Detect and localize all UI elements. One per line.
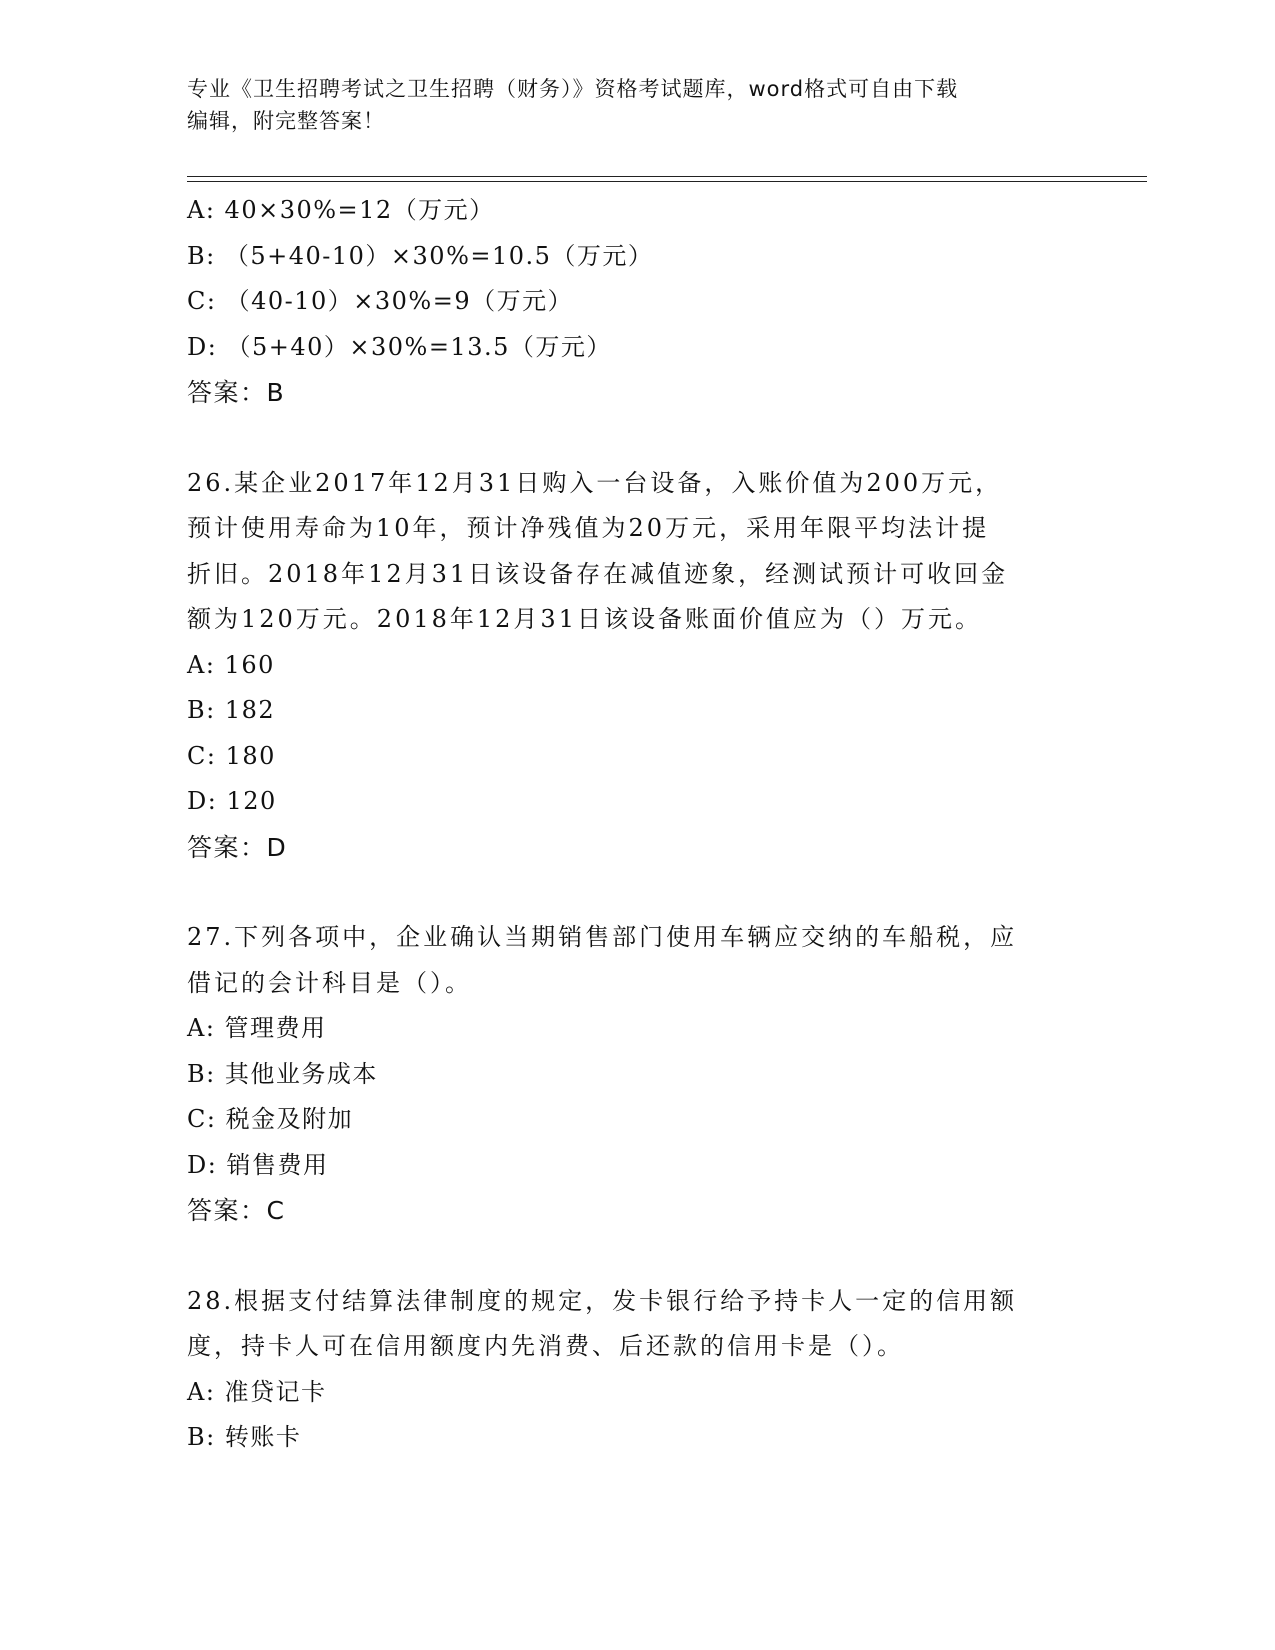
option-b: B: 转账卡 <box>187 1423 302 1451</box>
option-b: B: 182 <box>187 696 276 724</box>
option-c: C: 180 <box>187 741 276 770</box>
header-line-1: 专业《卫生招聘考试之卫生招聘（财务）》资格考试题库，word格式可自由下载 <box>187 77 959 101</box>
question-stem-line: 借记的会计科目是（）。 <box>187 968 472 997</box>
question-stem-line: 折旧。2018年12月31日该设备存在减值迹象，经测试预计可收回金 <box>187 559 1009 588</box>
option-a: A: 40×30%=12（万元） <box>187 196 495 224</box>
option-a: A: 160 <box>187 650 275 679</box>
option-a: A: 准贷记卡 <box>187 1377 327 1406</box>
question-stem-line: 26.某企业2017年12月31日购入一台设备，入账价值为200万元， <box>187 468 1003 497</box>
question-stem-line: 预计使用寿命为10年，预计净残值为20万元，采用年限平均法计提 <box>187 514 990 542</box>
option-b: B: （5+40-10）×30%=10.5（万元） <box>187 241 654 270</box>
question-26 <box>187 461 1087 871</box>
answer: 答案：B <box>187 378 286 407</box>
option-d: D: （5+40）×30%=13.5（万元） <box>187 332 612 361</box>
question-28 <box>187 1279 1087 1461</box>
option-c: C: （40-10）×30%=9（万元） <box>187 287 574 315</box>
header-rule-top <box>187 176 1147 177</box>
header-rule-bottom <box>187 181 1147 182</box>
question-stem-line: 27.下列各项中，企业确认当期销售部门使用车辆应交纳的车船税，应 <box>187 923 1018 951</box>
header-line-2: 编辑，附完整答案！ <box>187 109 385 133</box>
answer: 答案：D <box>187 832 288 862</box>
question-list <box>187 188 1087 1461</box>
document-header <box>187 73 1067 137</box>
question-27 <box>187 915 1087 1234</box>
answer: 答案：C <box>187 1196 286 1225</box>
option-c: C: 税金及附加 <box>187 1105 354 1133</box>
option-b: B: 其他业务成本 <box>187 1059 378 1088</box>
question-stem-line: 度，持卡人可在信用额度内先消费、后还款的信用卡是（）。 <box>187 1332 904 1360</box>
option-d: D: 销售费用 <box>187 1150 329 1179</box>
option-d: D: 120 <box>187 787 277 815</box>
option-a: A: 管理费用 <box>187 1014 327 1042</box>
question-stem-line: 额为120万元。2018年12月31日该设备账面价值应为（）万元。 <box>187 605 982 633</box>
question-stem-line: 28.根据支付结算法律制度的规定，发卡银行给予持卡人一定的信用额 <box>187 1286 1018 1315</box>
question-25 <box>187 188 1087 416</box>
